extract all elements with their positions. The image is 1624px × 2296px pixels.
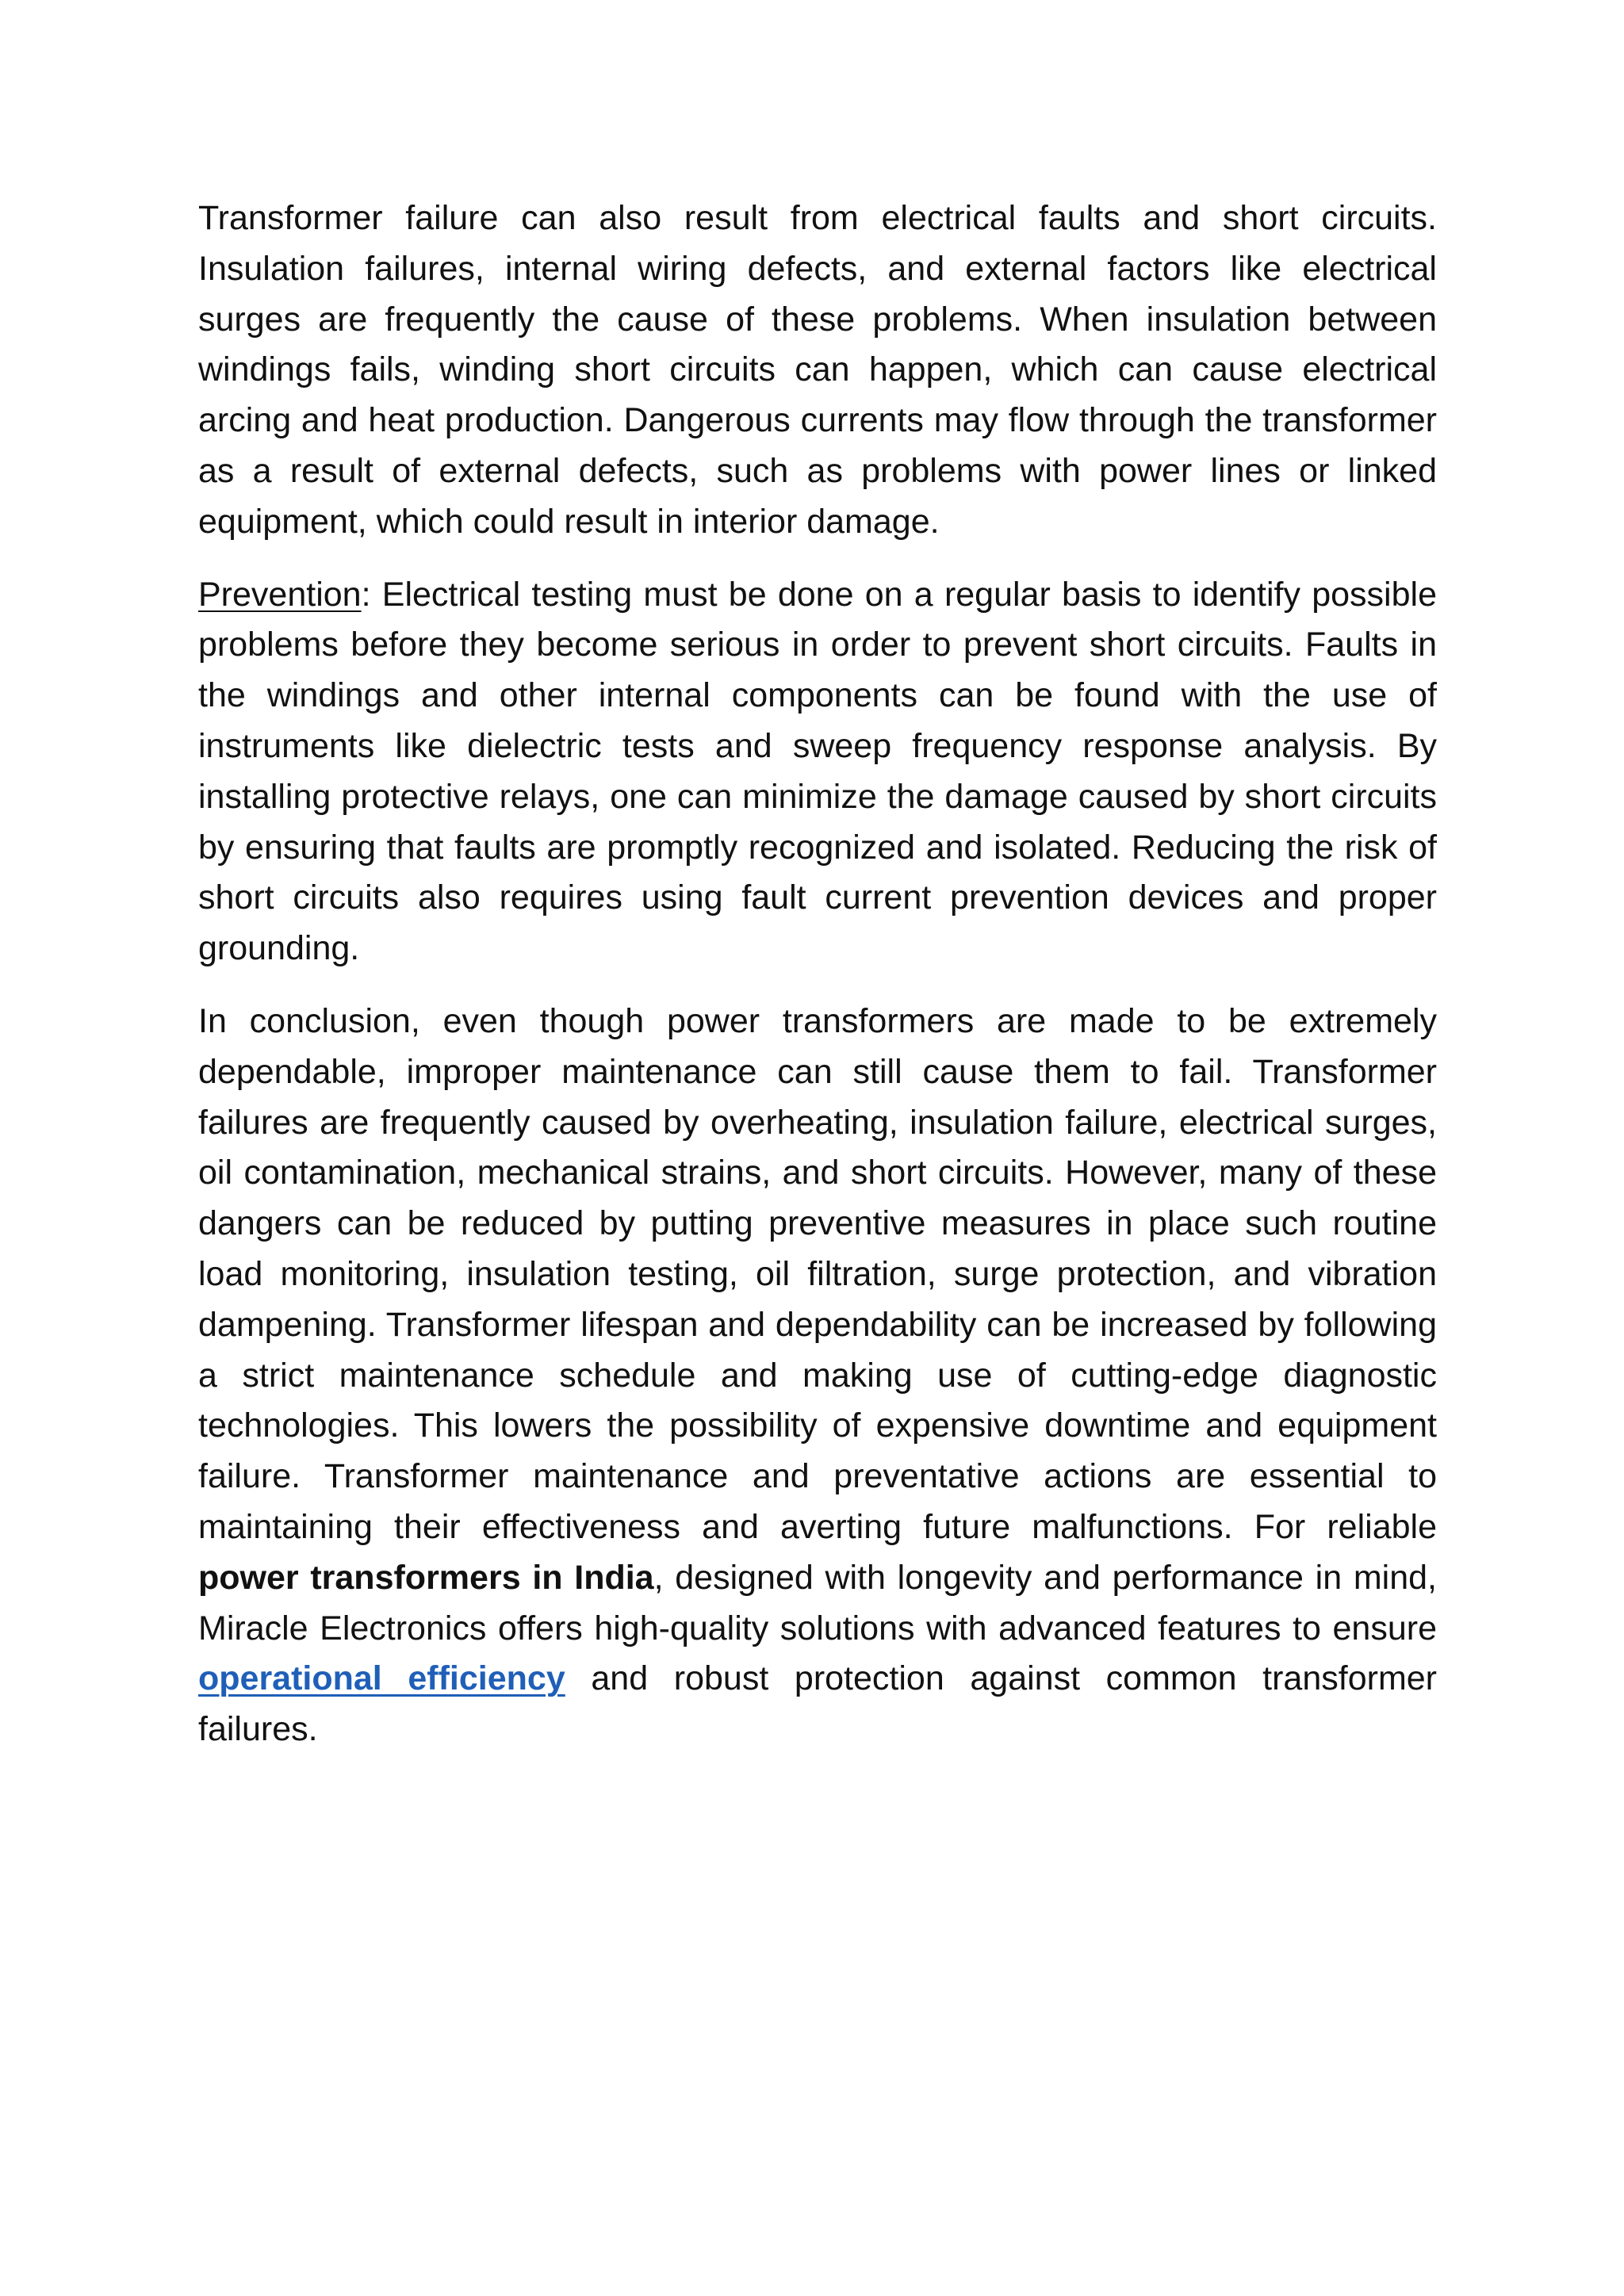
paragraph-electrical-faults-text: Transformer failure can also result from electrical faults and short circuits. Insulation failures, internal wiring defects, and external factors like electrical surges are frequently the cause of these problems. When insulation between windings fails, winding short circuits can happen, which can cause electrical arcing and heat production. Dangerous currents may flow through the transformer as a result of external defects, such as problems with power lines or linked equipment, which could result in interior damage. [198,199,1437,541]
paragraph-electrical-faults [198,193,1437,548]
operational-efficiency-link[interactable]: operational efficiency [198,1659,565,1698]
conclusion-text-part-2: , designed with longevity and performance in mind, Miracle Electronics offers high-quality solutions with advanced features to ensure [198,1558,1437,1647]
prevention-text: : Electrical testing must be done on a regular basis to identify possible problems before they become serious in order to prevent short circuits. Faults in the windings and other internal components can be found with the use of instruments like dielectric tests and sweep frequency response analysis. By installing protective relays, one can minimize the damage caused by short circuits by ensuring that faults are promptly recognized and isolated. Reducing the risk of short circuits also requires using fault current prevention devices and proper grounding. [198,575,1437,968]
paragraph-conclusion [198,997,1437,1755]
paragraph-prevention [198,570,1437,974]
conclusion-text-part-1: In conclusion, even though power transformers are made to be extremely dependable, improper maintenance can still cause them to fail. Transformer failures are frequently caused by overheating, insulation failure, electrical surges, oil contamination, mechanical strains, and short circuits. However, many of these dangers can be reduced by putting preventive measures in place such routine load monitoring, insulation testing, oil filtration, surge protection, and vibration dampening. Transformer lifespan and dependability can be increased by following a strict maintenance schedule and making use of cutting-edge diagnostic technologies. This lowers the possibility of expensive downtime and equipment failure. Transformer maintenance and preventative actions are essential to maintaining their effectiveness and averting future malfunctions. For reliable [198,1001,1437,1546]
document-body [198,193,1437,1777]
prevention-label: Prevention [198,575,362,614]
conclusion-text-part-3: and robust protection against common transformer failures. [198,1659,1437,1749]
power-transformers-india-bold: power transformers in India [198,1558,654,1597]
